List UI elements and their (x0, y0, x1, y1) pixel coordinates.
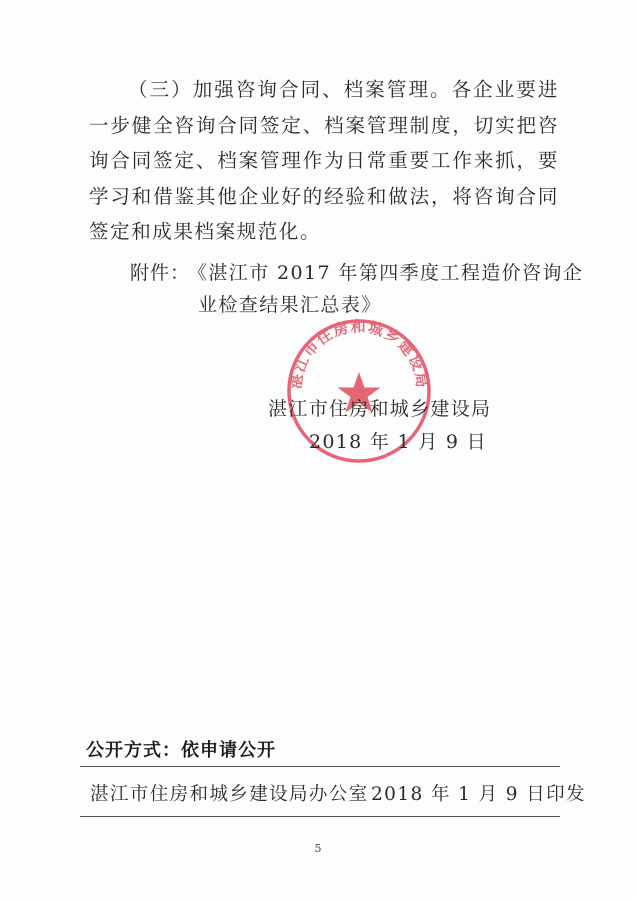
footer-top-rule (80, 766, 560, 767)
seal-text: 湛江市住房和城乡建设局 (286, 317, 432, 391)
page-number: 5 (314, 842, 322, 855)
body-paragraph: （三）加强咨询合同、档案管理。各企业要进一步健全咨询合同签定、档案管理制度，切实把咨询合同签定、档案管理作为日常重要工作来抓，要学习和借鉴其他企业好的经验和做法，将咨询合同签定和成果档案规范化。 (89, 78, 559, 243)
signature-organization: 湛江市住房和城乡建设局 (268, 398, 492, 420)
attachment-label: 附件： (130, 262, 191, 284)
issue-date: 2018 年 1 月 9 日印发 (371, 784, 586, 805)
attachment-title-line-2: 业检查结果汇总表》 (198, 294, 382, 316)
signature-date: 2018 年 1 月 9 日 (309, 431, 487, 453)
footer-bottom-rule (80, 816, 560, 817)
issuer-office: 湛江市住房和城乡建设局办公室 (90, 784, 369, 805)
attachment-title-line-1: 《湛江市 2017 年第四季度工程造价咨询企 (188, 262, 584, 284)
disclosure-method: 公开方式：依申请公开 (86, 740, 276, 761)
